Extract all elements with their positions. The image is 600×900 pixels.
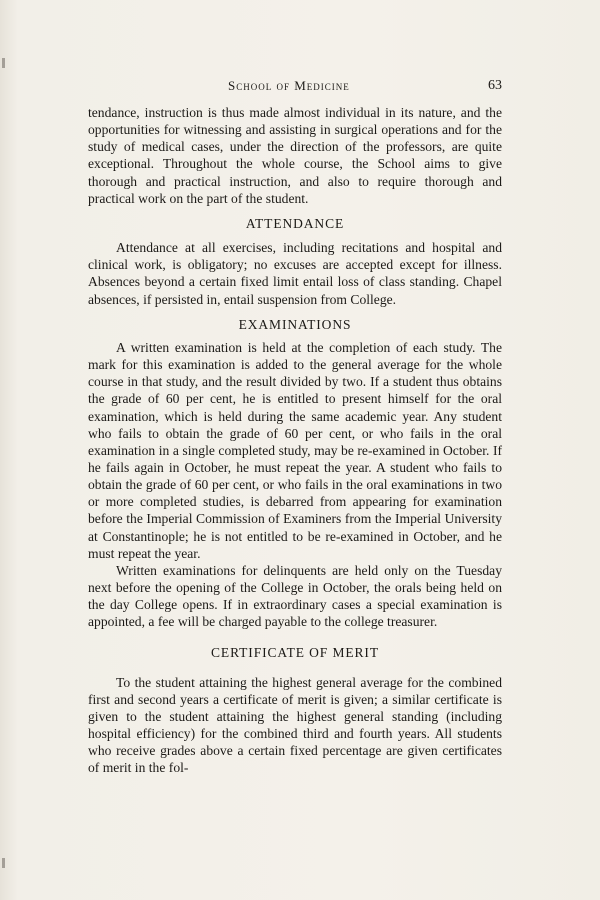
examinations-heading: EXAMINATIONS [238,316,352,332]
attendance-paragraph: Attendance at all exercises, including recitations and hospital and clinical work, is obligatory; no excuses are accepted except for illness. Absences beyond a certain fixed limit entail loss of class standing. Chapel absences, if persisted in, entail suspension from College. [88,240,502,307]
certificate-heading: CERTIFICATE OF MERIT [211,644,379,660]
examinations-paragraph: A written examination is held at the completion of each study. The mark for this examination is added to the general average for the whole course in that study, and the result divided by two. If a student thus obtains the grade of 60 per cent, he is entitled to present himself for the oral examination, which is held during the same academic year. Any student who fails to obtain the grade of 60 per cent, or who fails in the oral examination in a single completed study, may be re-examined in October. If he fails again in October, he must repeat the year. A student who fails to obtain the grade of 60 per cent, or who fails in the oral examinations in two or more completed studies, is debarred from appearing for examination before the Imperial Commission of Examiners from the Imperial University at Constantinople; he is not entitled to be re-examined in October, and he must repeat the year. [88,339,502,561]
attendance-heading: ATTENDANCE [245,215,345,231]
page-edge-mark [2,58,5,68]
page-header [88,78,502,98]
body-text [88,104,502,777]
intro-paragraph: tendance, instruction is thus made almost individual in its nature, and the opportunities for witnessing and assisting in surgical operations and for the study of medical cases, under the direction of the professors, are quite exceptional. Throughout the whole course, the School aims to give thorough and practical instruction, and also to require thorough and practical work on the part of the student. [88,105,502,206]
certificate-paragraph: To the student attaining the highest general average for the combined first and second years a certificate of merit is given; a similar certificate is given to the student attaining the highest general standing (including hospital efficiency) for the combined third and fourth years. All students who receive grades above a certain fixed percentage are given certificates of merit in the fol- [88,674,502,776]
page-number: 63 [488,78,502,93]
page-edge-mark [2,858,5,868]
delinquent-examinations-paragraph: Written examinations for delinquents are held only on the Tuesday next before the opening of the College in October, the orals being held on the day College opens. If in extraordinary cases a special examination is appointed, a fee will be charged payable to the college treasurer. [88,562,502,630]
running-head: School of Medicine [228,78,350,93]
